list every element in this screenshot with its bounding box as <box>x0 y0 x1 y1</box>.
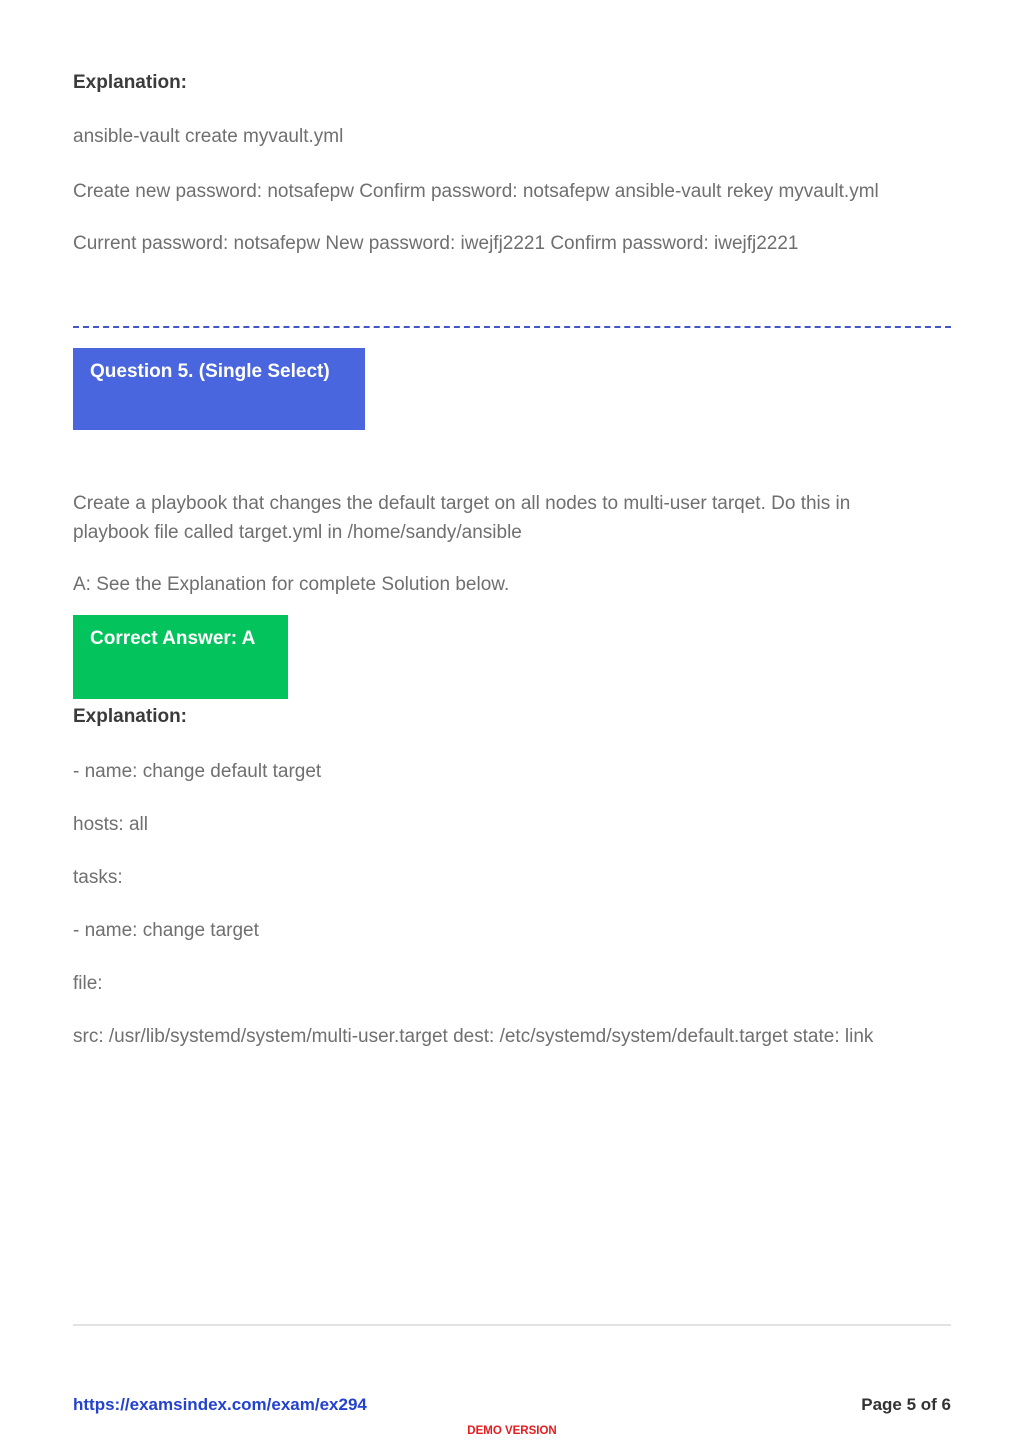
question-text <box>73 489 951 547</box>
explanation-line-vault-create: ansible-vault create myvault.yml <box>73 126 344 147</box>
footer-url-link[interactable]: https://examsindex.com/exam/ex294 <box>73 1395 367 1414</box>
correct-answer-badge-label: Correct Answer: A <box>90 628 256 649</box>
solution-line-hosts: hosts: all <box>73 814 148 835</box>
explanation-line-create-password: Create new password: notsafepw Confirm password: notsafepw ansible-vault rekey myvault.yml <box>73 181 879 202</box>
solution-line-name-change-target: - name: change target <box>73 920 259 941</box>
solution-line-name-default-target: - name: change default target <box>73 761 322 782</box>
question-text-line-2: playbook file called target.yml in /home/sandy/ansible <box>73 522 522 543</box>
question-text-line-1: Create a playbook that changes the default target on all nodes to multi-user tarqet. Do this in <box>73 493 851 514</box>
page-content <box>73 71 951 1049</box>
footer-rule <box>73 1324 951 1326</box>
answer-note: A: See the Explanation for complete Solution below. <box>73 574 510 595</box>
page-number: Page 5 of 6 <box>861 1395 951 1414</box>
explanation-heading-solution: Explanation: <box>73 706 188 727</box>
solution-line-src-dest-state: src: /usr/lib/systemd/system/multi-user.target dest: /etc/systemd/system/default.target state: link <box>73 1026 874 1047</box>
dashed-divider <box>73 326 951 328</box>
solution-line-tasks: tasks: <box>73 867 123 888</box>
demo-version-label: DEMO VERSION <box>467 1425 557 1437</box>
question-badge <box>73 348 365 430</box>
correct-answer-badge <box>73 615 288 699</box>
explanation-heading-top: Explanation: <box>73 72 188 93</box>
solution-line-file: file: <box>73 973 103 994</box>
explanation-line-current-password: Current password: notsafepw New password: iwejfj2221 Confirm password: iwejfj2221 <box>73 233 799 254</box>
question-badge-label: Question 5. (Single Select) <box>90 361 330 382</box>
